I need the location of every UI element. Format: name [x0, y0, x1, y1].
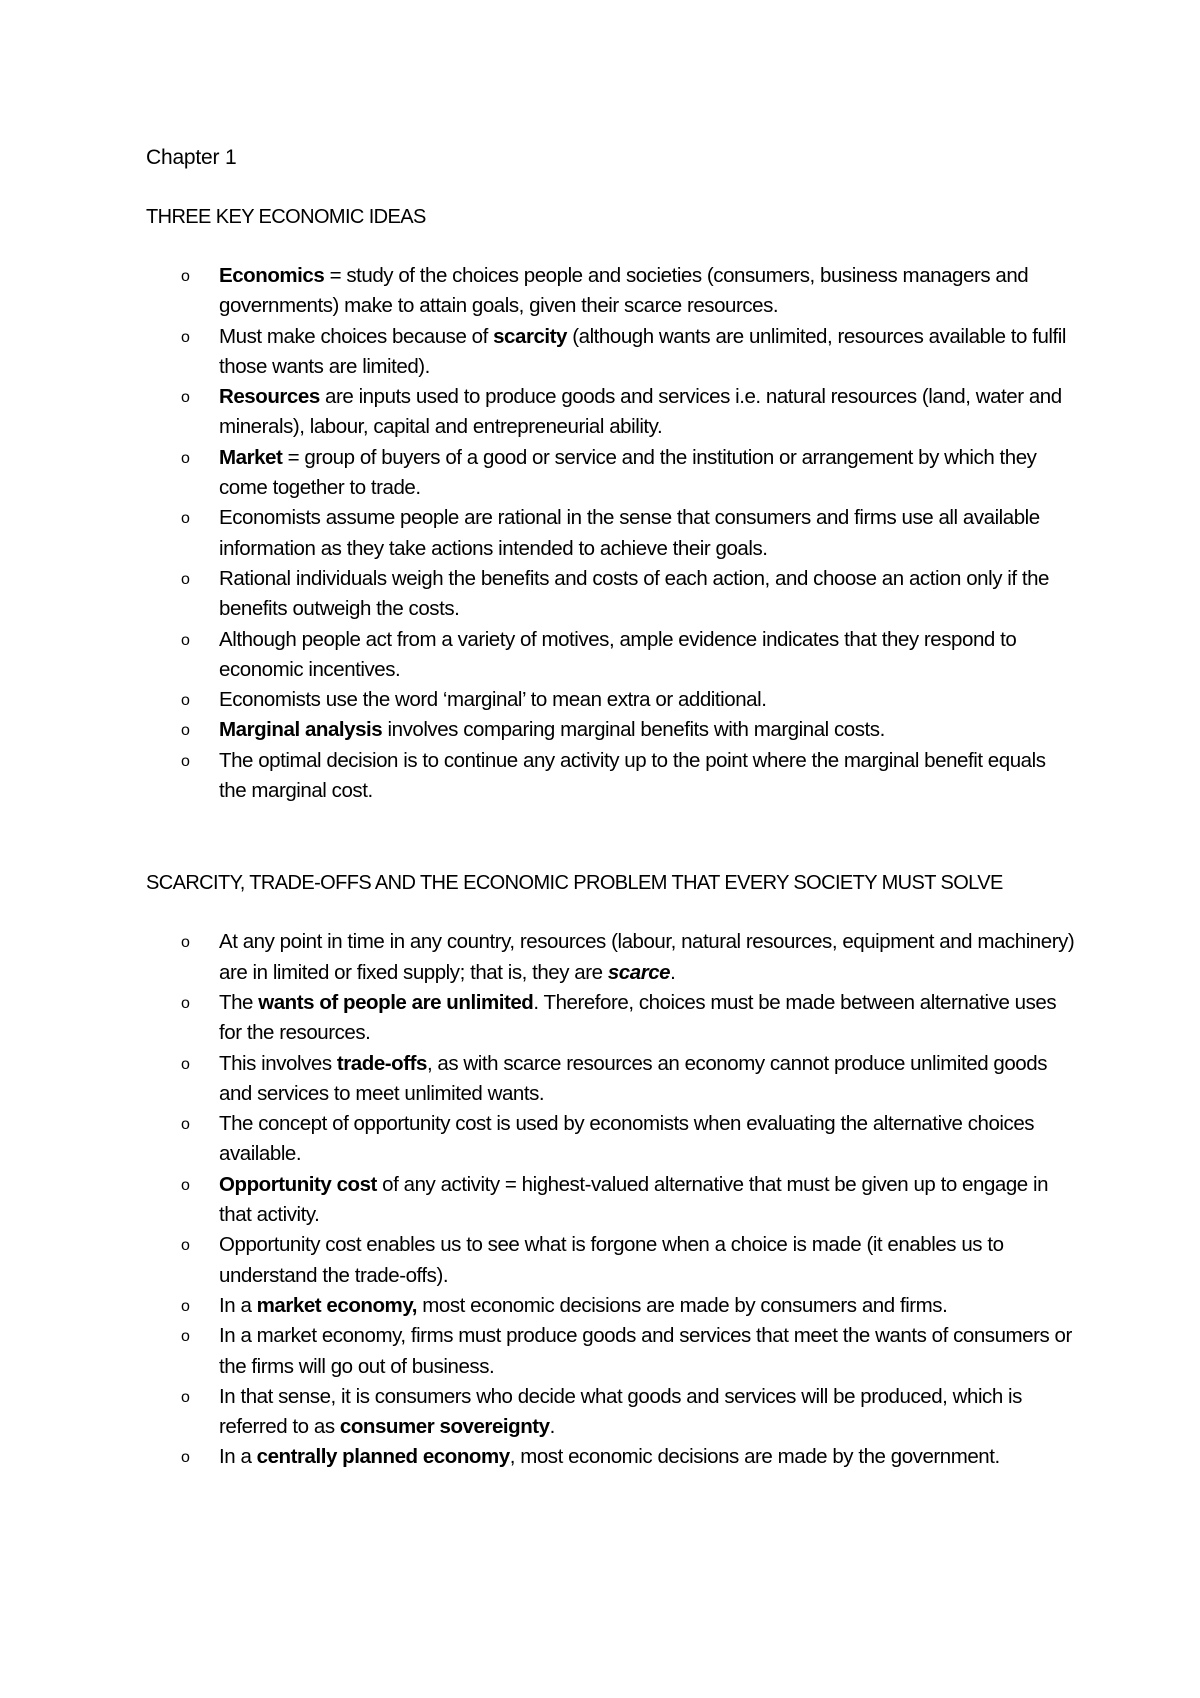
list-item-text	[219, 1445, 1000, 1468]
bullet-circle-icon: o	[181, 994, 190, 1012]
list-item	[146, 1049, 1076, 1110]
list-item	[146, 443, 1076, 504]
bullet-list	[146, 927, 1076, 1472]
text-run: (although wants are unlimited, resources available to fulfil those wants are limited).	[219, 324, 1066, 378]
text-run: , most economic decisions are made by the government.	[509, 1445, 1000, 1469]
bullet-circle-icon: o	[181, 722, 190, 740]
list-item	[146, 261, 1076, 322]
list-item-text	[219, 325, 1066, 378]
list-item-text	[219, 1233, 1004, 1286]
list-item	[146, 927, 1076, 988]
text-run: .	[549, 1415, 555, 1439]
text-run: , as with scarce resources an economy cannot produce unlimited goods and services to meet unlimited wants.	[219, 1051, 1047, 1105]
bullet-circle-icon: o	[181, 268, 190, 285]
key-term: consumer sovereignty	[339, 1415, 550, 1439]
list-item-text	[219, 991, 1056, 1044]
list-item-text	[219, 749, 1046, 802]
list-item-text	[219, 1112, 1034, 1165]
list-item-text	[219, 628, 1016, 681]
text-run: = group of buyers of a good or service and the institution or arrangement by which they come together to trade.	[219, 445, 1037, 500]
text-run: The concept of opportunity cost is used by economists when evaluating the alternative choices available.	[219, 1112, 1035, 1166]
bullet-circle-icon: o	[181, 1297, 190, 1315]
text-run: The optimal decision is to continue any activity up to the point where the marginal benefit equals the marginal cost.	[219, 748, 1046, 803]
list-item-text	[219, 718, 885, 741]
text-run: = study of the choices people and societies (consumers, business managers and governments) make to attain goals, given their scarce resources.	[219, 264, 1029, 318]
bullet-circle-icon: o	[181, 934, 190, 952]
text-run: . Therefore, choices must be made between alternative uses for the resources.	[219, 990, 1057, 1045]
list-item-text	[219, 446, 1037, 499]
text-run: Must make choices because of	[219, 324, 494, 348]
list-item-text	[219, 1294, 947, 1317]
list-item	[146, 1109, 1076, 1170]
bullet-circle-icon: o	[181, 389, 190, 407]
list-item	[146, 1230, 1076, 1291]
list-item	[146, 625, 1076, 686]
text-run: most economic decisions are made by consumers and firms.	[417, 1293, 948, 1317]
list-item-text	[219, 1173, 1048, 1226]
text-run: Economists use the word ‘marginal’ to mean extra or additional.	[219, 688, 767, 712]
text-run: .	[670, 960, 676, 984]
text-run: Opportunity cost enables us to see what is forgone when a choice is made (it enables us to understand the trade-offs).	[219, 1233, 1004, 1287]
text-run: This involves	[219, 1051, 337, 1075]
text-run: involves comparing marginal benefits with marginal costs.	[382, 718, 885, 742]
key-term: Market	[219, 445, 283, 469]
bullet-circle-icon: o	[181, 570, 190, 588]
list-item	[146, 746, 1076, 807]
bullet-circle-icon: o	[181, 328, 190, 346]
section-heading: THREE KEY ECONOMIC IDEAS	[146, 206, 426, 228]
text-run: In a	[219, 1445, 257, 1469]
list-item-text	[219, 567, 1049, 620]
text-run: In a	[219, 1293, 257, 1317]
list-item	[146, 988, 1076, 1049]
text-run: of any activity = highest-valued alternative that must be given up to engage in that activity.	[219, 1172, 1049, 1227]
chapter-title: Chapter 1	[146, 146, 237, 169]
key-term: scarcity	[493, 324, 567, 348]
list-item	[146, 715, 1076, 745]
key-term: Economics	[219, 264, 325, 287]
list-item-text	[219, 930, 1074, 983]
list-item	[146, 1442, 1076, 1472]
list-item-text	[219, 1052, 1047, 1105]
bullet-circle-icon: o	[181, 692, 190, 710]
bullet-circle-icon: o	[181, 1237, 190, 1255]
bullet-circle-icon: o	[181, 1328, 190, 1346]
list-item	[146, 685, 1076, 715]
bullet-circle-icon: o	[181, 1116, 190, 1134]
text-run: Although people act from a variety of motives, ample evidence indicates that they respond to economic incentives.	[219, 627, 1017, 681]
list-item-text	[219, 385, 1062, 438]
list-item	[146, 322, 1076, 383]
text-run: Rational individuals weigh the benefits and costs of each action, and choose an action only if the benefits outweigh the costs.	[219, 566, 1049, 621]
bullet-circle-icon: o	[181, 1388, 190, 1406]
key-term: market economy,	[256, 1293, 417, 1317]
bullet-circle-icon: o	[181, 1176, 190, 1194]
bullet-circle-icon: o	[181, 449, 190, 467]
text-run: At any point in time in any country, resources (labour, natural resources, equipment and machinery) are in limited or fixed supply; that is, they are	[219, 930, 1075, 984]
list-item-text	[219, 506, 1040, 559]
list-item	[146, 564, 1076, 625]
section-spacer	[146, 806, 1076, 868]
key-term: Marginal analysis	[219, 718, 383, 742]
list-item	[146, 1321, 1076, 1382]
key-term: Resources	[219, 385, 320, 409]
list-item	[146, 382, 1076, 443]
list-item	[146, 1291, 1076, 1321]
list-item	[146, 1382, 1076, 1443]
section-heading: SCARCITY, TRADE-OFFS AND THE ECONOMIC PROBLEM THAT EVERY SOCIETY MUST SOLVE	[146, 872, 1003, 895]
bullet-circle-icon: o	[181, 631, 190, 649]
text-run: are inputs used to produce goods and services i.e. natural resources (land, water and minerals), labour, capital and entrepreneurial ability.	[219, 385, 1062, 439]
text-run: In a market economy, firms must produce goods and services that meet the wants of consumers or the firms will go out of business.	[219, 1324, 1072, 1378]
text-run: The	[219, 990, 259, 1014]
bullet-list	[146, 261, 1076, 806]
list-item-text	[219, 1324, 1072, 1377]
emphasis-term: scarce	[607, 960, 671, 984]
bullet-circle-icon: o	[181, 1449, 190, 1467]
list-item	[146, 1170, 1076, 1231]
key-term: trade-offs	[336, 1051, 427, 1075]
text-run: Economists assume people are rational in the sense that consumers and firms use all available information as they take actions intended to achieve their goals.	[219, 506, 1040, 560]
document-page	[146, 143, 1076, 1473]
bullet-circle-icon: o	[181, 1055, 190, 1073]
key-term: centrally planned economy	[256, 1445, 510, 1469]
list-item	[146, 503, 1076, 564]
list-item-text	[219, 1385, 1022, 1438]
list-item-text	[219, 688, 766, 711]
list-item-text	[219, 264, 1028, 317]
text-run: In that sense, it is consumers who decide what goods and services will be produced, which is referred to as	[219, 1384, 1022, 1439]
bullet-circle-icon: o	[181, 752, 190, 770]
sections-container	[146, 202, 1076, 1473]
key-term: Opportunity cost	[219, 1172, 377, 1196]
key-term: wants of people are unlimited	[258, 990, 534, 1014]
bullet-circle-icon: o	[181, 510, 190, 528]
